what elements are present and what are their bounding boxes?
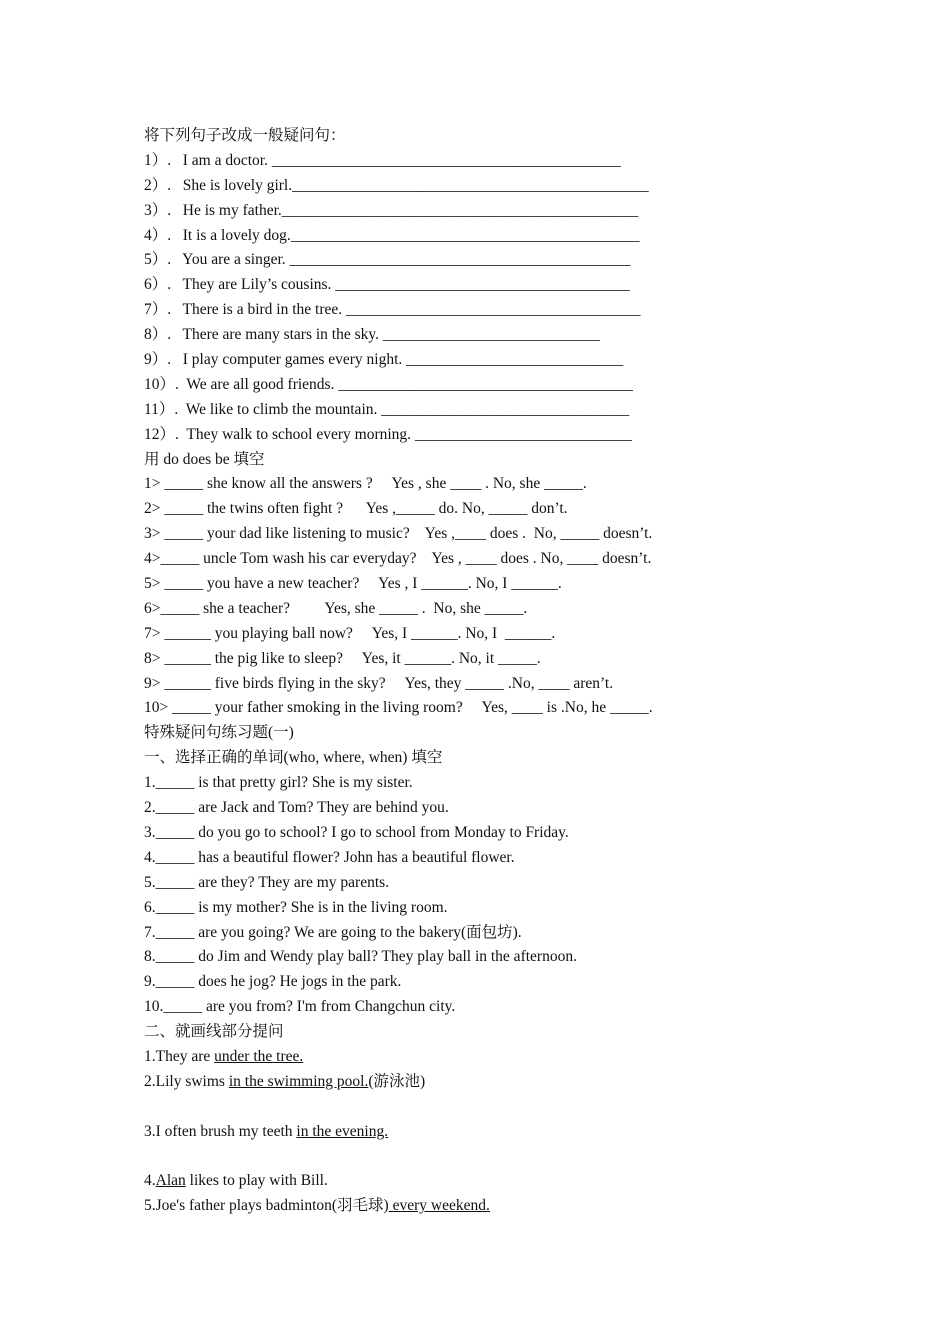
s1-item-5: 5）. You are a singer. ____________________________________________: [144, 251, 631, 269]
section3-subheading: 一、选择正确的单词(who, where, when) 填空: [144, 749, 443, 767]
s4-q1-underlined: under the tree.: [214, 1047, 304, 1065]
s4-q3-text: 3.I often brush my teeth: [144, 1122, 297, 1140]
s2-item-1: 1> _____ she know all the answers ? Yes , she ____ . No, she _____.: [144, 475, 587, 493]
s3-item-3: 3._____ do you go to school? I go to school from Monday to Friday.: [144, 823, 569, 841]
s1-item-10: 10）. We are all good friends. ______________________________________: [144, 375, 633, 393]
s3-item-4: 4._____ has a beautiful flower? John has a beautiful flower.: [144, 848, 515, 866]
s2-item-2: 2> _____ the twins often fight ? Yes ,_____ do. No, _____ don’t.: [144, 500, 568, 518]
s4-question-4: [144, 1169, 864, 1194]
s4-q4-underlined: Alan: [155, 1172, 186, 1190]
s1-item-2: 2）. She is lovely girl.______________________________________________: [144, 176, 649, 194]
s1-item-9: 9）. I play computer games every night. ____________________________: [144, 351, 624, 369]
s2-item-3: 3> _____ your dad like listening to music? Yes ,____ does . No, _____ doesn’t.: [144, 525, 653, 543]
s2-item-5: 5> _____ you have a new teacher? Yes , I ______. No, I ______.: [144, 575, 562, 593]
s3-item-10: 10._____ are you from? I'm from Changchun city.: [144, 998, 456, 1016]
section1-heading: 将下列句子改成一般疑问句：: [144, 127, 346, 144]
s1-item-3: 3）. He is my father.______________________________________________: [144, 201, 639, 219]
s4-q3-underlined: in the evening.: [296, 1122, 389, 1140]
s4-q5-underlined: every weekend.: [388, 1197, 490, 1215]
s1-item-7: 7）. There is a bird in the tree. ______________________________________: [144, 301, 641, 319]
s4-q4-text: 4.: [144, 1172, 156, 1190]
s2-item-4: 4>_____ uncle Tom wash his car everyday? Yes , ____ does . No, ____ doesn’t.: [144, 550, 652, 568]
s2-item-9: 9> ______ five birds flying in the sky? Yes, they _____ .No, ____ aren’t.: [144, 674, 614, 692]
worksheet-page: [144, 124, 864, 1219]
s2-item-6: 6>_____ she a teacher? Yes, she _____ . No, she _____.: [144, 599, 528, 617]
s4-q4-after: likes to play with Bill.: [185, 1172, 328, 1190]
s3-item-9: 9._____ does he jog? He jogs in the park.: [144, 973, 402, 991]
answer-space: [144, 1095, 864, 1120]
section4-heading: 二、就画线部分提问: [144, 1023, 284, 1041]
s3-item-8: 8._____ do Jim and Wendy play ball? They play ball in the afternoon.: [144, 948, 577, 966]
s4-q5-text: 5.Joe's father plays badminton(羽毛球): [144, 1197, 389, 1215]
s4-q2-underlined: in the swimming pool.: [228, 1072, 369, 1090]
s3-item-6: 6._____ is my mother? She is in the living room.: [144, 898, 448, 916]
s4-q1-text: 1.They are: [144, 1047, 215, 1065]
s4-q2-text: 2.Lily swims: [144, 1072, 229, 1090]
s4-question-3: [144, 1120, 864, 1145]
section3-heading: 特殊疑问句练习题(一): [144, 724, 294, 742]
s2-item-10: 10> _____ your father smoking in the living room? Yes, ____ is .No, he _____.: [144, 699, 653, 717]
answer-space: [144, 1145, 864, 1170]
s2-item-8: 8> ______ the pig like to sleep? Yes, it ______. No, it _____.: [144, 649, 541, 667]
s4-question-1: [144, 1045, 864, 1070]
s1-item-8: 8）. There are many stars in the sky. ____________________________: [144, 326, 600, 344]
s1-item-4: 4）. It is a lovely dog._____________________________________________: [144, 226, 640, 244]
s4-question-5: [144, 1194, 864, 1219]
s3-item-7: 7._____ are you going? We are going to the bakery(面包坊).: [144, 923, 522, 941]
s3-item-2: 2._____ are Jack and Tom? They are behind you.: [144, 799, 449, 817]
s2-item-7: 7> ______ you playing ball now? Yes, I ______. No, I ______.: [144, 624, 556, 642]
s3-item-1: 1._____ is that pretty girl? She is my sister.: [144, 774, 413, 792]
s4-question-2: [144, 1070, 864, 1095]
s3-item-5: 5._____ are they? They are my parents.: [144, 873, 390, 891]
s4-q2-after: (游泳池): [368, 1072, 426, 1090]
section2-heading: 用 do does be 填空: [144, 450, 265, 468]
s1-item-11: 11）. We like to climb the mountain. ________________________________: [144, 400, 630, 418]
s1-item-1: 1）. I am a doctor. _____________________________________________: [144, 151, 621, 169]
s1-item-12: 12）. They walk to school every morning. ____________________________: [144, 425, 632, 443]
s1-item-6: 6）. They are Lily’s cousins. ______________________________________: [144, 276, 630, 294]
